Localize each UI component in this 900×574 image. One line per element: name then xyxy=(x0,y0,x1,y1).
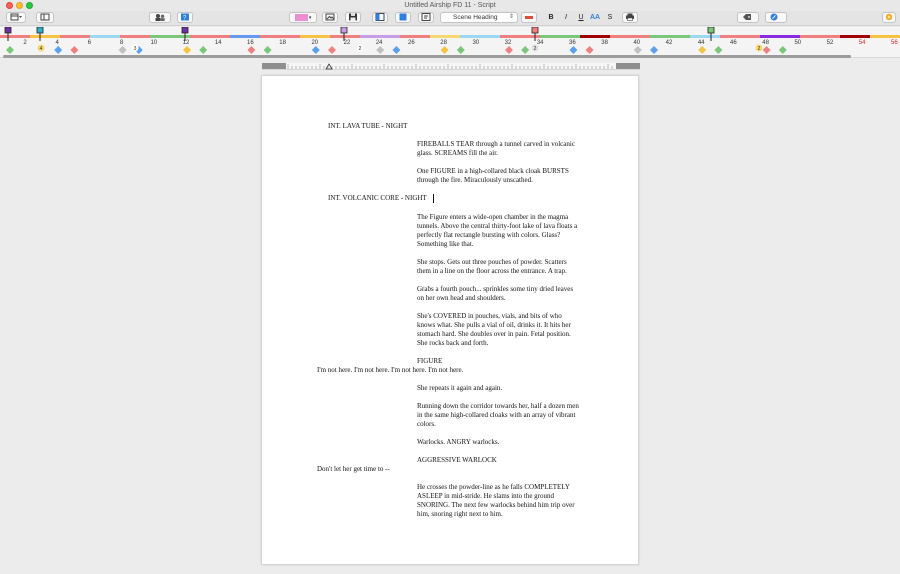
highlight-color-button[interactable] xyxy=(289,12,317,23)
timeline-scene-diamond xyxy=(441,46,449,54)
timeline-segment xyxy=(260,35,300,38)
action-line[interactable]: perfectly flat rectangle bursting with colors. Glass? xyxy=(417,231,561,239)
timeline-segment xyxy=(430,35,460,38)
pen-button[interactable] xyxy=(765,12,787,23)
text-caret xyxy=(433,194,434,203)
timeline-page-number: 52 xyxy=(826,40,834,46)
action-line[interactable]: FIREBALLS TEAR through a tunnel carved in volcanic xyxy=(417,140,575,148)
timeline-page-number: 38 xyxy=(601,40,608,46)
timeline-page-number: 46 xyxy=(730,40,737,46)
action-line[interactable]: The Figure enters a wide-open chamber in the magma xyxy=(417,213,569,221)
timeline-page-number: 16 xyxy=(247,40,254,46)
timeline-page-number: 22 xyxy=(343,40,351,46)
action-line[interactable]: glass. SCREAMS fill the air. xyxy=(417,149,498,157)
timeline-scene-diamond xyxy=(328,46,336,54)
timeline-segment xyxy=(30,35,60,38)
revision-button[interactable] xyxy=(521,12,537,23)
timeline-scene-diamond xyxy=(650,46,658,54)
timeline-scene-diamond xyxy=(521,46,529,54)
timeline-segment xyxy=(0,35,30,38)
action-line[interactable]: tunnels. Above the central thirty-foot lake of lava floats a xyxy=(417,222,578,230)
timeline-segment xyxy=(610,35,650,38)
timeline-page-number: 34 xyxy=(536,40,544,46)
timeline-marker-flag xyxy=(341,27,347,33)
timeline-page-number: 10 xyxy=(150,40,158,46)
notes-button[interactable] xyxy=(418,12,434,23)
action-line[interactable]: She repeats it again and again. xyxy=(417,384,503,392)
timeline-scene-diamond xyxy=(119,46,127,54)
action-line[interactable]: through the fire. Miraculously unscathed. xyxy=(417,176,533,184)
chevron-down-icon: ▾ xyxy=(307,15,312,21)
timeline-scene-diamond xyxy=(264,46,272,54)
timeline-page-number: 20 xyxy=(311,40,319,46)
people-icon xyxy=(154,13,166,21)
timeline-segment xyxy=(760,35,800,38)
sidebar-toggle-button[interactable] xyxy=(36,12,54,23)
svg-text:?: ? xyxy=(183,15,187,22)
timeline-scene-diamond xyxy=(199,46,207,54)
element-type-select[interactable] xyxy=(440,12,518,23)
focus-mode-button[interactable] xyxy=(395,12,411,23)
timeline-segment xyxy=(300,35,330,38)
color-swatch xyxy=(295,14,308,21)
timeline-segment xyxy=(690,35,720,38)
italic-button[interactable]: I xyxy=(565,14,567,21)
element-type-value: Scene Heading xyxy=(453,14,498,21)
action-line[interactable]: ASLEEP in mid-stride. He slams into the ground xyxy=(417,492,555,500)
timeline-segment xyxy=(90,35,120,38)
action-line[interactable]: She rocks back and forth. xyxy=(417,339,489,347)
timeline-page-number: 44 xyxy=(697,40,705,46)
timeline-scene-diamond xyxy=(70,46,78,54)
bold-button[interactable]: B xyxy=(548,14,554,21)
timeline-marker-flag xyxy=(532,27,538,33)
timeline-scrollbar[interactable] xyxy=(3,55,851,58)
timeline-scene-diamond xyxy=(54,46,62,54)
timeline-scene-diamond xyxy=(376,46,384,54)
timeline-scene-diamond xyxy=(714,46,722,54)
timeline-count-label: 2 xyxy=(533,46,537,52)
timeline-page-number: 48 xyxy=(762,40,769,46)
notes-icon xyxy=(421,13,431,21)
action-line[interactable]: He crosses the powder-line as he falls COMPLETELY xyxy=(417,483,570,491)
timeline-scene-diamond xyxy=(183,46,191,54)
action-line[interactable]: SNORING. The next few warlocks behind him trip over xyxy=(417,501,575,509)
action-line[interactable]: him, snoring right next to him. xyxy=(417,510,503,518)
timeline-page-number: 50 xyxy=(794,40,802,46)
timeline-scene-diamond xyxy=(586,46,594,54)
action-line[interactable]: Something like that. xyxy=(417,240,474,248)
timeline-page-number: 36 xyxy=(569,40,576,46)
timeline-segment xyxy=(650,35,690,38)
script-page[interactable] xyxy=(261,75,639,565)
timeline-segment xyxy=(190,35,230,38)
timeline-count-label: 4 xyxy=(39,46,43,52)
characters-button[interactable] xyxy=(149,12,171,23)
dialogue-line[interactable]: I'm not here. I'm not here. I'm not here. I'm not here. xyxy=(317,366,464,374)
font-size-button[interactable]: AA xyxy=(589,14,601,21)
sidebar-icon xyxy=(40,13,50,21)
timeline-segment xyxy=(460,35,500,38)
timeline-segment xyxy=(870,35,900,38)
timeline-track[interactable] xyxy=(0,27,900,54)
timeline-scene-diamond xyxy=(6,46,14,54)
insert-image-button[interactable] xyxy=(322,12,338,23)
character-name[interactable]: FIGURE xyxy=(417,357,443,365)
action-line[interactable]: in the same high-collared cloaks with an array of vibrant xyxy=(417,411,576,419)
timeline-marker-flag xyxy=(5,27,11,33)
page-ruler xyxy=(262,63,640,70)
timeline-marker-flag xyxy=(37,27,43,33)
layout-menu-button[interactable] xyxy=(6,12,26,23)
index-cards-button[interactable] xyxy=(177,12,193,23)
ruler-indent-marker[interactable] xyxy=(326,64,332,69)
action-line[interactable]: Warlocks. ANGRY warlocks. xyxy=(417,438,500,446)
tag-button[interactable] xyxy=(737,12,759,23)
split-view-icon xyxy=(375,13,385,21)
timeline-count-label: 2 xyxy=(757,46,761,52)
action-line[interactable]: them in a line on the floor across the entrance. A trap. xyxy=(417,267,567,275)
timeline-page-number: 6 xyxy=(87,40,92,46)
action-line[interactable]: on her own head and shoulders. xyxy=(417,294,506,302)
square-icon xyxy=(398,13,408,21)
save-button[interactable] xyxy=(345,12,361,23)
timeline-scene-diamond xyxy=(779,46,787,54)
timeline-segment xyxy=(330,35,360,38)
underline-button[interactable]: U xyxy=(578,14,584,21)
timeline-page-number: 8 xyxy=(119,40,124,46)
timeline-segment xyxy=(540,35,580,38)
timeline-page-number: 32 xyxy=(504,40,512,46)
ruler-ticks xyxy=(262,63,640,70)
timeline-page-number: 40 xyxy=(633,40,641,46)
action-line[interactable]: knows what. She pulls a vial of oil, drinks it. It hits her xyxy=(417,321,571,329)
tag-icon xyxy=(742,13,754,21)
action-line[interactable]: She stops. Gets out three pouches of powder. Scatters xyxy=(417,258,567,266)
timeline-page-number: 4 xyxy=(55,40,59,46)
timeline-segment xyxy=(150,35,190,38)
action-line[interactable]: One FIGURE in a high-collared black cloak BURSTS xyxy=(417,167,569,175)
action-line[interactable]: Running down the corridor towards her, half a dozen men xyxy=(417,402,579,410)
action-line[interactable]: stomach hard. She doubles over in pain. Fetal position. xyxy=(417,330,571,338)
timeline-marker-flag xyxy=(708,27,714,33)
timeline-segment xyxy=(360,35,400,38)
timeline-page-number: 30 xyxy=(472,40,480,46)
timeline[interactable] xyxy=(0,27,900,58)
timeline-page-number: 26 xyxy=(408,40,415,46)
sun-icon xyxy=(885,13,893,21)
timeline-segment xyxy=(720,35,760,38)
timeline-scene-diamond xyxy=(457,46,465,54)
timeline-scene-diamond xyxy=(763,46,771,54)
timeline-segment xyxy=(800,35,840,38)
timeline-segment xyxy=(60,35,90,38)
pen-icon xyxy=(770,13,782,21)
character-name[interactable]: AGGRESSIVE WARLOCK xyxy=(417,456,497,464)
timeline-page-number: 56 xyxy=(891,40,898,46)
timeline-count-label: 3 xyxy=(133,46,137,52)
timeline-scene-diamond xyxy=(634,46,642,54)
floppy-icon xyxy=(348,13,358,21)
timeline-segment xyxy=(120,35,150,38)
timeline-segment xyxy=(840,35,870,38)
layout-icon xyxy=(10,13,22,21)
timeline-page-number: 14 xyxy=(214,40,222,46)
timeline-scene-diamond xyxy=(698,46,706,54)
timeline-scene-diamond xyxy=(312,46,320,54)
split-view-button[interactable] xyxy=(372,12,388,23)
collaboration-button[interactable] xyxy=(882,12,896,23)
timeline-page-number: 54 xyxy=(858,40,866,46)
timeline-segment xyxy=(580,35,610,38)
scene-heading[interactable]: INT. LAVA TUBE - NIGHT xyxy=(328,122,408,130)
chevron-updown-icon: ⇕ xyxy=(508,14,514,20)
timeline-marker-flag xyxy=(182,27,188,33)
scene-heading[interactable]: INT. VOLCANIC CORE - NIGHT xyxy=(328,194,427,202)
print-button[interactable] xyxy=(622,12,638,23)
image-icon xyxy=(325,13,335,21)
timeline-page-number: 12 xyxy=(182,40,190,46)
timeline-scene-diamond xyxy=(505,46,513,54)
timeline-page-number: 42 xyxy=(665,40,673,46)
toolbar xyxy=(0,11,900,26)
timeline-page-number: 28 xyxy=(440,40,447,46)
dialogue-line[interactable]: Don't let her get time to -- xyxy=(317,465,390,473)
timeline-segment xyxy=(400,35,430,38)
action-line[interactable]: She's COVERED in pouches, vials, and bits of who xyxy=(417,312,562,320)
timeline-count-label: 2 xyxy=(358,46,362,52)
timeline-scene-diamond xyxy=(569,46,577,54)
timeline-segment xyxy=(500,35,540,38)
title-bar xyxy=(0,0,900,11)
action-line[interactable]: Grabs a fourth pouch... sprinkles some tiny dried leaves xyxy=(417,285,574,293)
printer-icon xyxy=(625,13,635,21)
action-line[interactable]: colors. xyxy=(417,420,436,428)
timeline-page-number: 2 xyxy=(23,40,27,46)
timeline-page-number: 24 xyxy=(375,40,383,46)
timeline-page-number: 18 xyxy=(279,40,286,46)
timeline-scene-diamond xyxy=(392,46,400,54)
card-icon xyxy=(180,13,190,21)
strike-button[interactable]: S xyxy=(607,14,613,21)
revision-icon xyxy=(524,13,534,21)
timeline-segment xyxy=(230,35,260,38)
window-title: Untitled Airship FD 11 - Script xyxy=(404,2,496,9)
timeline-scene-diamond xyxy=(247,46,255,54)
